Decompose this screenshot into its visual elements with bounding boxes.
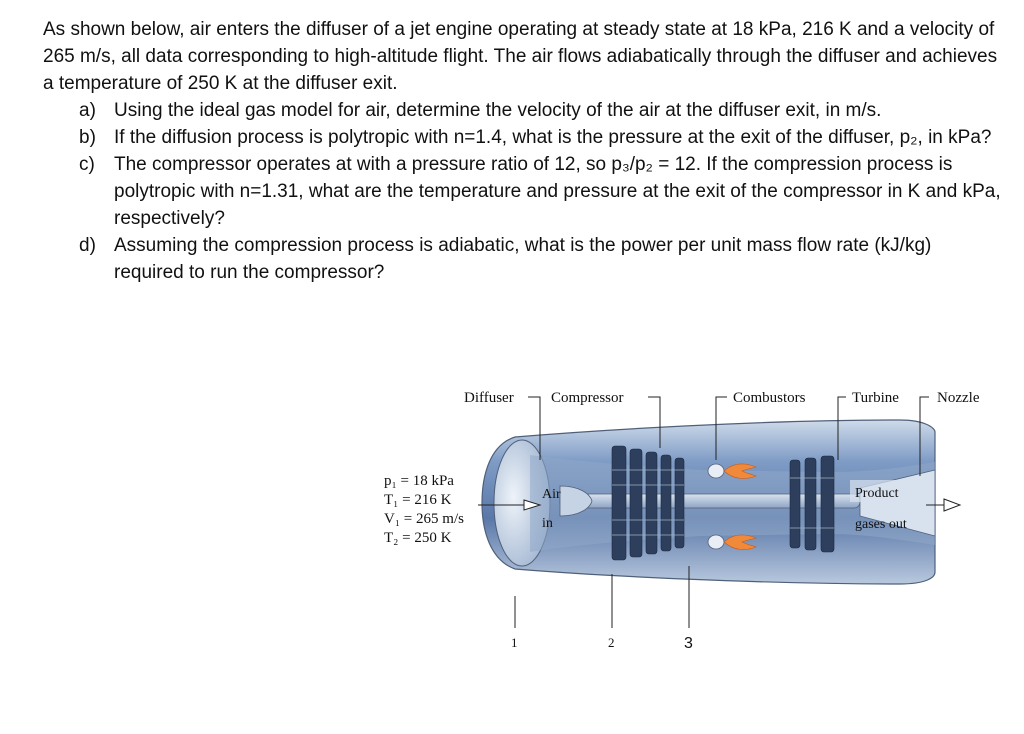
- inlet-conditions: [384, 473, 464, 546]
- condition-p1: p₁ = 18 kPa: [384, 473, 454, 489]
- station-1: 1: [511, 635, 518, 650]
- product-gases-line-2: gases out: [855, 517, 907, 532]
- label-turbine: Turbine: [852, 390, 899, 406]
- part-label: c): [79, 154, 95, 175]
- air-in-line-2: in: [542, 516, 553, 531]
- part-label: b): [79, 127, 96, 148]
- label-nozzle: Nozzle: [937, 390, 980, 406]
- station-2: 2: [608, 635, 615, 650]
- product-gases-line-1: Product: [855, 486, 899, 501]
- component-labels: [464, 390, 980, 406]
- condition-t1: T₁ = 216 K: [384, 492, 452, 508]
- label-diffuser: Diffuser: [464, 390, 514, 406]
- part-label: d): [79, 235, 96, 256]
- condition-t2: T₂ = 250 K: [384, 530, 452, 546]
- label-combustors: Combustors: [733, 390, 806, 406]
- label-compressor: Compressor: [551, 390, 624, 406]
- problem-intro: As shown below, air enters the diffuser of a jet engine operating at steady state at 18 kPa, 216 K and a velocity of 265 m/s, all data corresponding to high-altitude flight. The air flows adiabatically through the diffuser and achieves a temperature of 250 K at the diffuser exit.: [43, 19, 998, 94]
- condition-v1: V₁ = 265 m/s: [384, 511, 464, 527]
- part-text: The compressor operates at with a pressure ratio of 12, so p₃/p₂ = 12. If the compression process is polytropic with n=1.31, what are the temperature and pressure at the exit of the compressor in K and kPa, respectively?: [114, 154, 1001, 229]
- part-text: Using the ideal gas model for air, determine the velocity of the air at the diffuser exit, in m/s.: [114, 100, 882, 121]
- air-in-line-1: Air: [542, 487, 561, 502]
- station-3: 3: [684, 635, 693, 652]
- turbine-rotors: [790, 456, 834, 552]
- part-label: a): [79, 100, 96, 121]
- part-text: Assuming the compression process is adiabatic, what is the power per unit mass flow rate (kJ/kg) required to run the compressor?: [114, 235, 932, 283]
- part-text: If the diffusion process is polytropic with n=1.4, what is the pressure at the exit of the diffuser, p₂, in kPa?: [114, 127, 992, 148]
